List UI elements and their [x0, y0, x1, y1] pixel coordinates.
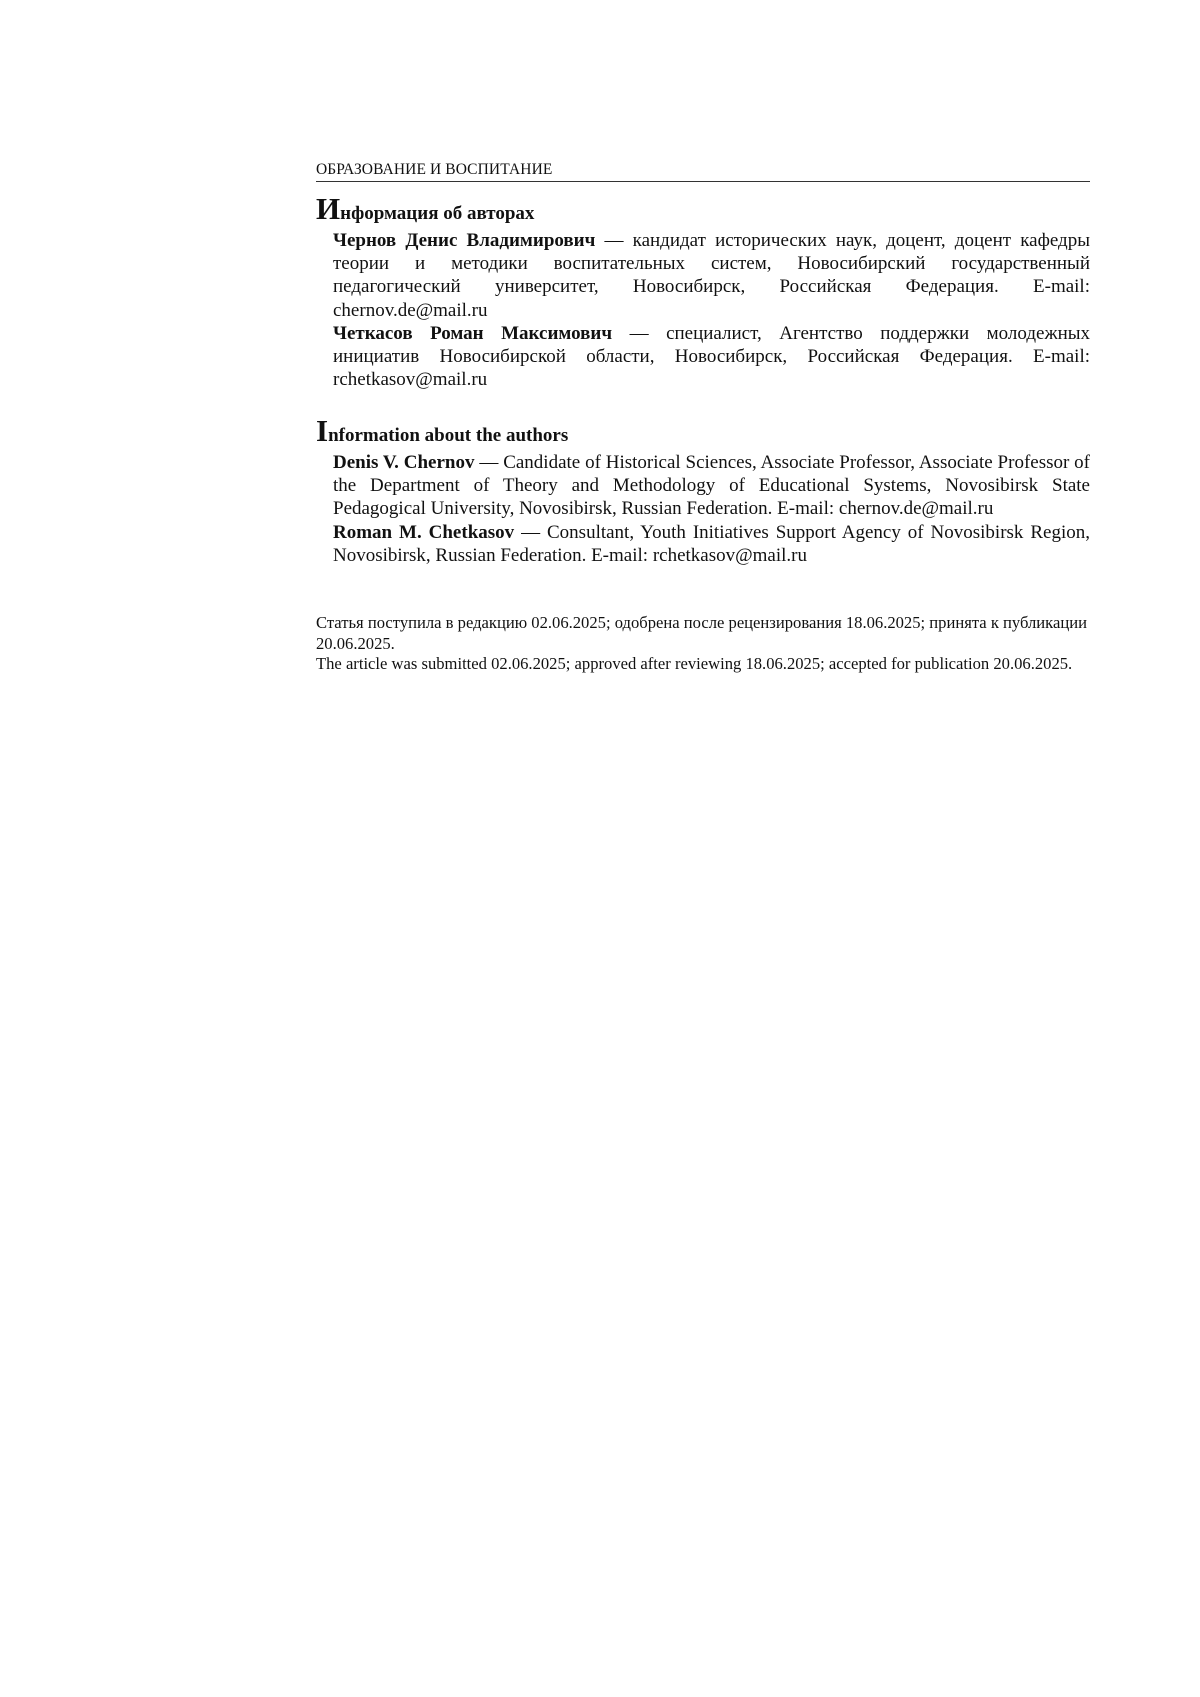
author-email[interactable]: rchetkasov@mail.ru [333, 369, 488, 391]
authors-info-ru [316, 191, 1090, 391]
author-entry-en-2 [333, 521, 1090, 567]
title-initial-ru: И [316, 191, 341, 226]
article-history [316, 613, 1087, 675]
author-name: Roman M. Chetkasov [333, 521, 515, 543]
title-rest-en: nformation about the authors [328, 425, 569, 446]
authors-info-en [316, 413, 1090, 567]
author-name: Четкасов Роман Максимович [333, 322, 613, 344]
title-initial-en: I [316, 413, 329, 448]
author-entry-en-1 [333, 451, 1090, 521]
author-bio: — специалист, Агентство поддержки молодежных инициатив Новосибирской области, Новосибирск, Российская Федерация. E-mail: [333, 322, 1090, 368]
author-entry-ru-2 [333, 322, 1090, 392]
section-title-ru [316, 191, 1090, 227]
author-bio: — Consultant, Youth Initiatives Support Agency of Novosibirsk Region, Novosibirsk, Russian Federation. E-mail: [333, 521, 1090, 566]
section-title-en [316, 413, 1090, 449]
author-email[interactable]: chernov.de@mail.ru [838, 498, 994, 520]
author-bio: — Candidate of Historical Sciences, Associate Professor, Associate Professor of the Department of Theory and Methodology of Educational Systems, Novosibirsk State Pedagogical University, Novosibirsk, Russian Federation. E-mail: [333, 452, 1090, 520]
author-name: Denis V. Chernov [333, 452, 475, 473]
author-entry-ru-1 [333, 229, 1090, 322]
author-bio: — кандидат исторических наук, доцент, доцент кафедры теории и методики воспитательных систем, Новосибирский государственный педагогический университет, Новосибирск, Российская Федерация. E-mail: [333, 230, 1090, 298]
article-history-ru: Статья поступила в редакцию 02.06.2025; одобрена после рецензирования 18.06.2025; принята к публикации 20.06.2025. [316, 613, 1088, 653]
author-name: Чернов Денис Владимирович [333, 230, 596, 251]
author-email[interactable]: chernov.de@mail.ru [333, 299, 488, 321]
running-header: ОБРАЗОВАНИЕ И ВОСПИТАНИЕ [316, 160, 1090, 182]
title-rest-ru: нформация об авторах [340, 203, 535, 224]
author-email[interactable]: rchetkasov@mail.ru [652, 544, 807, 566]
article-history-en: The article was submitted 02.06.2025; approved after reviewing 18.06.2025; accepted for publication 20.06.2025. [316, 654, 1073, 673]
